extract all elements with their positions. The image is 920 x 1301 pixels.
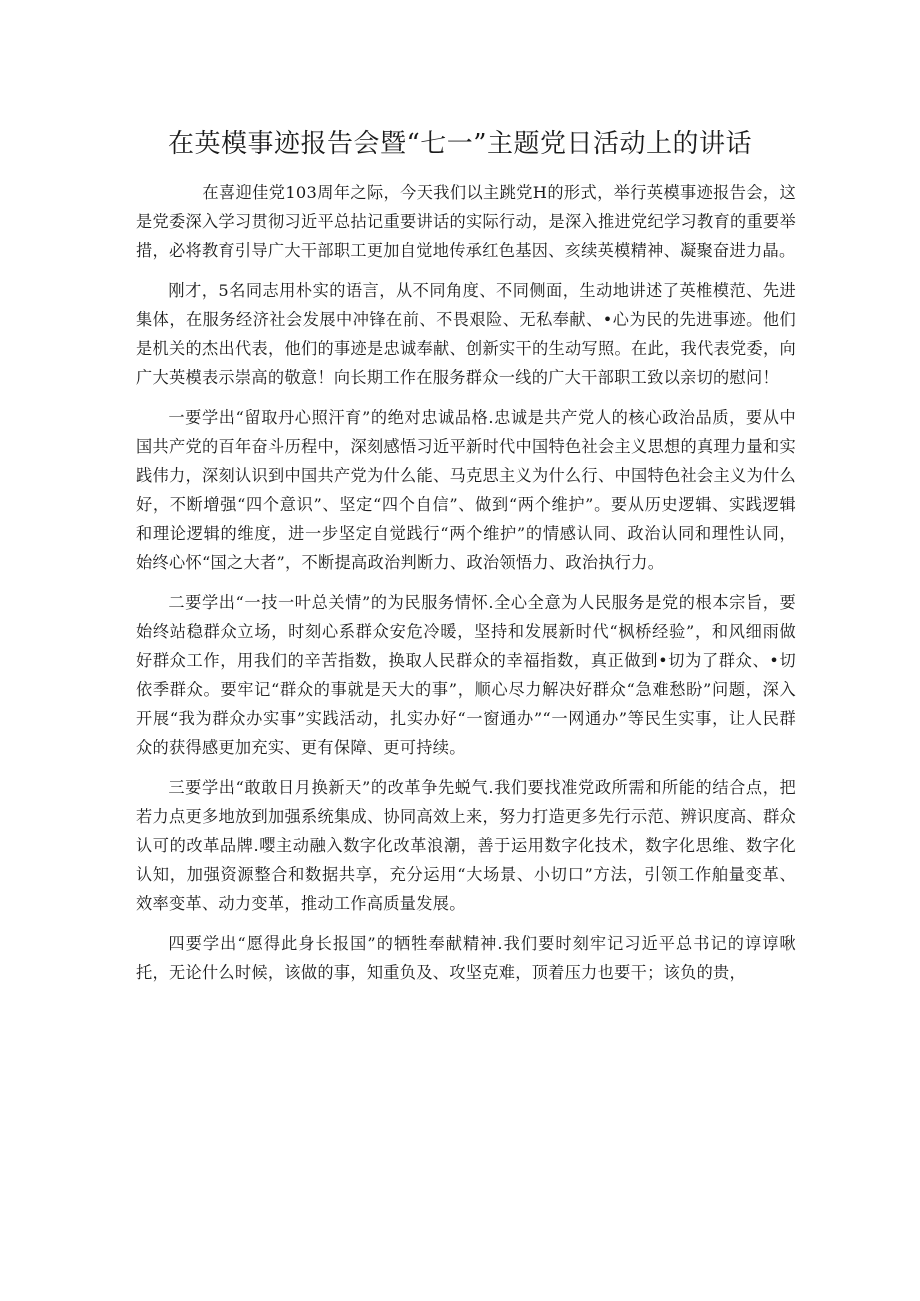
paragraph-tribute: 刚才，5名同志用朴实的语言，从不同角度、不同侧面，生动地讲述了英椎模范、先进集体，在服务经济社会发展中冲锋在前、不畏艰险、无私奉献、•心为民的先进事迹。他们是机关的杰出代表，他们的事迹是忠诚奉献、创新实干的生动写照。在此，我代表党委，向广大英模表示崇高的敬意！向长期工作在服务群众一线的广大干部职工致以亲切的慰问！ (136, 281, 796, 387)
paragraph-point-four: 四要学出“愿得此身长报国”的牺牲奉献精神.我们要时刻牢记习近平总书记的谆谆啾托，无论什么时候，该做的事，知重负及、攻坚克难，顶着压力也要干；该负的贵， (136, 934, 796, 982)
paragraph-point-three: 三要学出“敢敢日月换新天”的改革争先蜕气.我们要找准党政所需和所能的结合点，把若力点更多地放到加强系统集成、协同高效上来，努力打造更多先行示范、辨识度高、群众认可的改革品牌.嘤主动融入数字化改革浪潮，善于运用数字化技术，数字化思维、数字化认知，加强资源整合和数据共享，充分运用“大场景、小切口”方法，引领工作舶量变革、效率变革、动力变革，推动工作高质量发展。 (136, 778, 796, 913)
document-body (136, 178, 796, 998)
paragraph-intro: 在喜迎佳党103周年之际，今天我们以主跳党H的形式，举行英模事迹报告会，这是党委深入学习贯彻习近平总拈记重要讲话的实际行动，是深入推进党纪学习教育的重要举措，必将教育引导广大干部职工更加自觉地传承红色基因、亥续英模精神、凝聚奋进力晶。 (136, 183, 796, 260)
paragraph-point-two: 二要学出“一技一叶总关情”的为民服务情怀.全心全意为人民服务是党的根本宗旨，要始终站稳群众立场，时刻心系群众安危冷暖，坚持和发展新时代“枫桥经验”，和风细雨做好群众工作，用我们的辛苦指数，换取人民群众的幸福指数，真正做到•切为了群众、•切依季群众。要牢记“群众的事就是天大的事”，顺心尽力解决好群众“急难愁盼”问题，深入开展“我为群众办实事”实践活动，扎实办好“一窗通办”“一网通办”等民生实事，让人民群众的获得感更加充实、更有保障、更可持续。 (136, 593, 796, 757)
document-title: 在英模事迹报告会暨“七一”主题党日活动上的讲话 (167, 129, 753, 159)
paragraph-point-one: 一要学出“留取丹心照汗育”的绝对忠诚品格.忠诚是共产党人的核心政治品质，要从中国共产党的百年奋斗历程中，深刻感悟习近平新时代中国特色社会主义思想的真理力量和实践伟力，深刻认识到中国共产党为什么能、马克思主义为什么行、中国特色社会主义为什么好，不断增强“四个意识”、坚定“四个自信”、做到“两个维护”。要从历史逻辑、实践逻辑和理论逻辑的维度，进一步坚定自觉践行“两个维护”的情感认同、政治认同和理性认同，始终心怀“国之大者”，不断提高政治判断力、政治领悟力、政治执行力。 (136, 408, 796, 572)
